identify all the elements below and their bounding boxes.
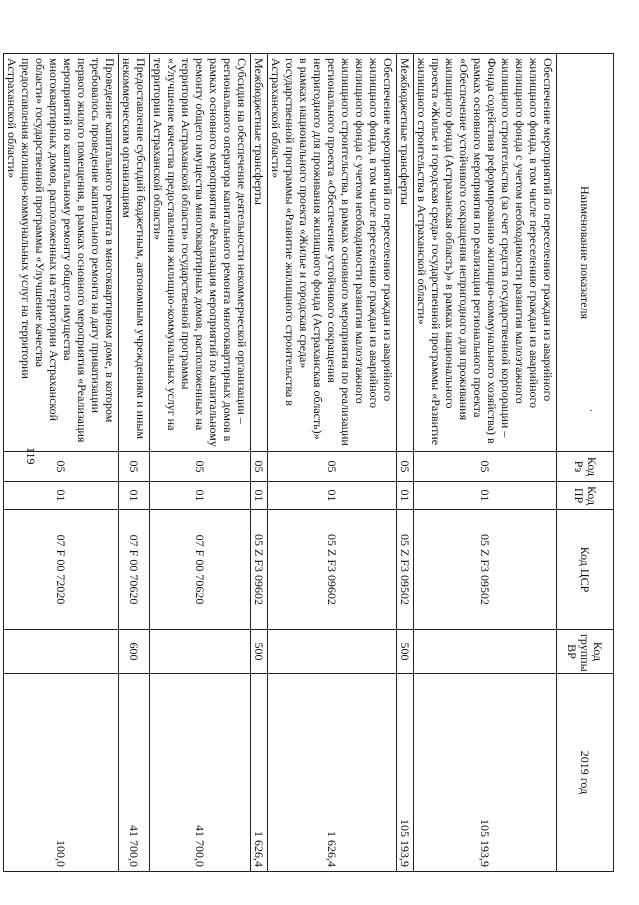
row-pr: 01 bbox=[268, 482, 397, 510]
row-name: Проведение капитального ремонта в многоквартирном доме, в котором требовалось проведение капитального ремонта на дату приватизации первого жилого помещения, в рамках основного мероприятия «Реализация мероприятий по капитальному ремонту общего имущества многоквартирных домов, расположенных на территории Астраханской области» государственной программы «Улучшение качества предоставления жилищно-коммунальных услуг на территории Астраханской области» bbox=[4, 54, 119, 452]
table-row bbox=[397, 54, 414, 872]
row-pr: 01 bbox=[119, 482, 150, 510]
row-name: Предоставление субсидий бюджетным, автономным учреждениям и иным некоммерческим организациям bbox=[119, 54, 150, 452]
row-csr: 05 Z F3 09602 bbox=[251, 510, 268, 630]
table-row bbox=[150, 54, 251, 872]
row-rz: 05 bbox=[414, 452, 557, 482]
table-row bbox=[414, 54, 557, 872]
row-value: 100,0 bbox=[4, 674, 119, 872]
row-vr: 600 bbox=[119, 630, 150, 674]
row-pr: 01 bbox=[150, 482, 251, 510]
row-rz: 05 bbox=[150, 452, 251, 482]
budget-table bbox=[3, 53, 614, 872]
row-rz: 05 bbox=[119, 452, 150, 482]
row-value: 41 700,0 bbox=[150, 674, 251, 872]
row-value: 1 626,4 bbox=[251, 674, 268, 872]
row-csr: 05 Z F3 09502 bbox=[397, 510, 414, 630]
row-vr bbox=[4, 630, 119, 674]
row-pr: 01 bbox=[4, 482, 119, 510]
table-row bbox=[119, 54, 150, 872]
row-name: Субсидия на обеспечение деятельности некоммерческой организации – регионального оператора капитального ремонта многоквартирных домов в рамках основного мероприятия «Реализация мероприятий по капитальному ремонту общего имущества многоквартирных домов, расположенных на территории Астраханской области» государственной программы «Улучшение качества предоставления жилищно-коммунальных услуг на территории Астраханской области» bbox=[150, 54, 251, 452]
header-year: 2019 год bbox=[557, 674, 614, 872]
table-header-row bbox=[557, 54, 614, 872]
row-rz: 05 bbox=[397, 452, 414, 482]
row-rz: 05 bbox=[268, 452, 397, 482]
row-name: Межбюджетные трансферты bbox=[397, 54, 414, 452]
header-vr: Код группы ВР bbox=[557, 630, 614, 674]
row-csr: 07 F 00 70620 bbox=[119, 510, 150, 630]
table-row bbox=[251, 54, 268, 872]
row-value: 41 700,0 bbox=[119, 674, 150, 872]
row-pr: 01 bbox=[397, 482, 414, 510]
row-value: 105 193,9 bbox=[397, 674, 414, 872]
row-csr: 05 Z F3 09502 bbox=[414, 510, 557, 630]
row-csr: 07 F 00 72020 bbox=[4, 510, 119, 630]
row-value: 105 193,9 bbox=[414, 674, 557, 872]
row-csr: 07 F 00 70620 bbox=[150, 510, 251, 630]
table-row bbox=[4, 54, 119, 872]
row-name: Обеспечение мероприятий по переселению граждан из аварийного жилищного фонда, в том числе переселению граждан из аварийного жилищного фонда с учетом необходимости развития малоэтажного жилищного строительства, в рамках основного мероприятия по реализации регионального проекта «Обеспечение устойчивого сокращения непригодного для проживания жилищного фонда (Астраханская область)» в рамках национального проекта «Жилье и городская среда» государственной программы «Развитие жилищного строительства в Астраханской области» bbox=[268, 54, 397, 452]
scan-speck bbox=[590, 410, 592, 411]
row-vr bbox=[414, 630, 557, 674]
row-pr: 01 bbox=[251, 482, 268, 510]
header-pr: Код ПР bbox=[557, 482, 614, 510]
header-name: Наименование показателя bbox=[557, 54, 614, 452]
row-value: 1 626,4 bbox=[268, 674, 397, 872]
table-row bbox=[268, 54, 397, 872]
row-csr: 05 Z F3 09602 bbox=[268, 510, 397, 630]
header-rz: Код Рз bbox=[557, 452, 614, 482]
row-pr: 01 bbox=[414, 482, 557, 510]
row-name: Обеспечение мероприятий по переселению граждан из аварийного жилищного фонда, в том числе переселению граждан из аварийного жилищного фонда с учетом необходимости развития малоэтажного жилищного строительства (за счет средств государственной корпорации – Фонда содействия реформированию жилищно-коммунального хозяйства) в рамках основного мероприятия по реализации регионального проекта «Обеспечение устойчивого сокращения непригодного для проживания жилищного фонда (Астраханская область)» в рамках национального проекта «Жилье и городская среда» государственной программы «Развитие жилищного строительства в Астраханской области» bbox=[414, 54, 557, 452]
row-vr bbox=[150, 630, 251, 674]
row-vr bbox=[268, 630, 397, 674]
row-rz: 05 bbox=[4, 452, 119, 482]
header-csr: Код ЦСР bbox=[557, 510, 614, 630]
row-name: Межбюджетные трансферты bbox=[251, 54, 268, 452]
row-vr: 500 bbox=[251, 630, 268, 674]
page-number: 119 bbox=[24, 447, 38, 465]
row-vr: 500 bbox=[397, 630, 414, 674]
row-rz: 05 bbox=[251, 452, 268, 482]
